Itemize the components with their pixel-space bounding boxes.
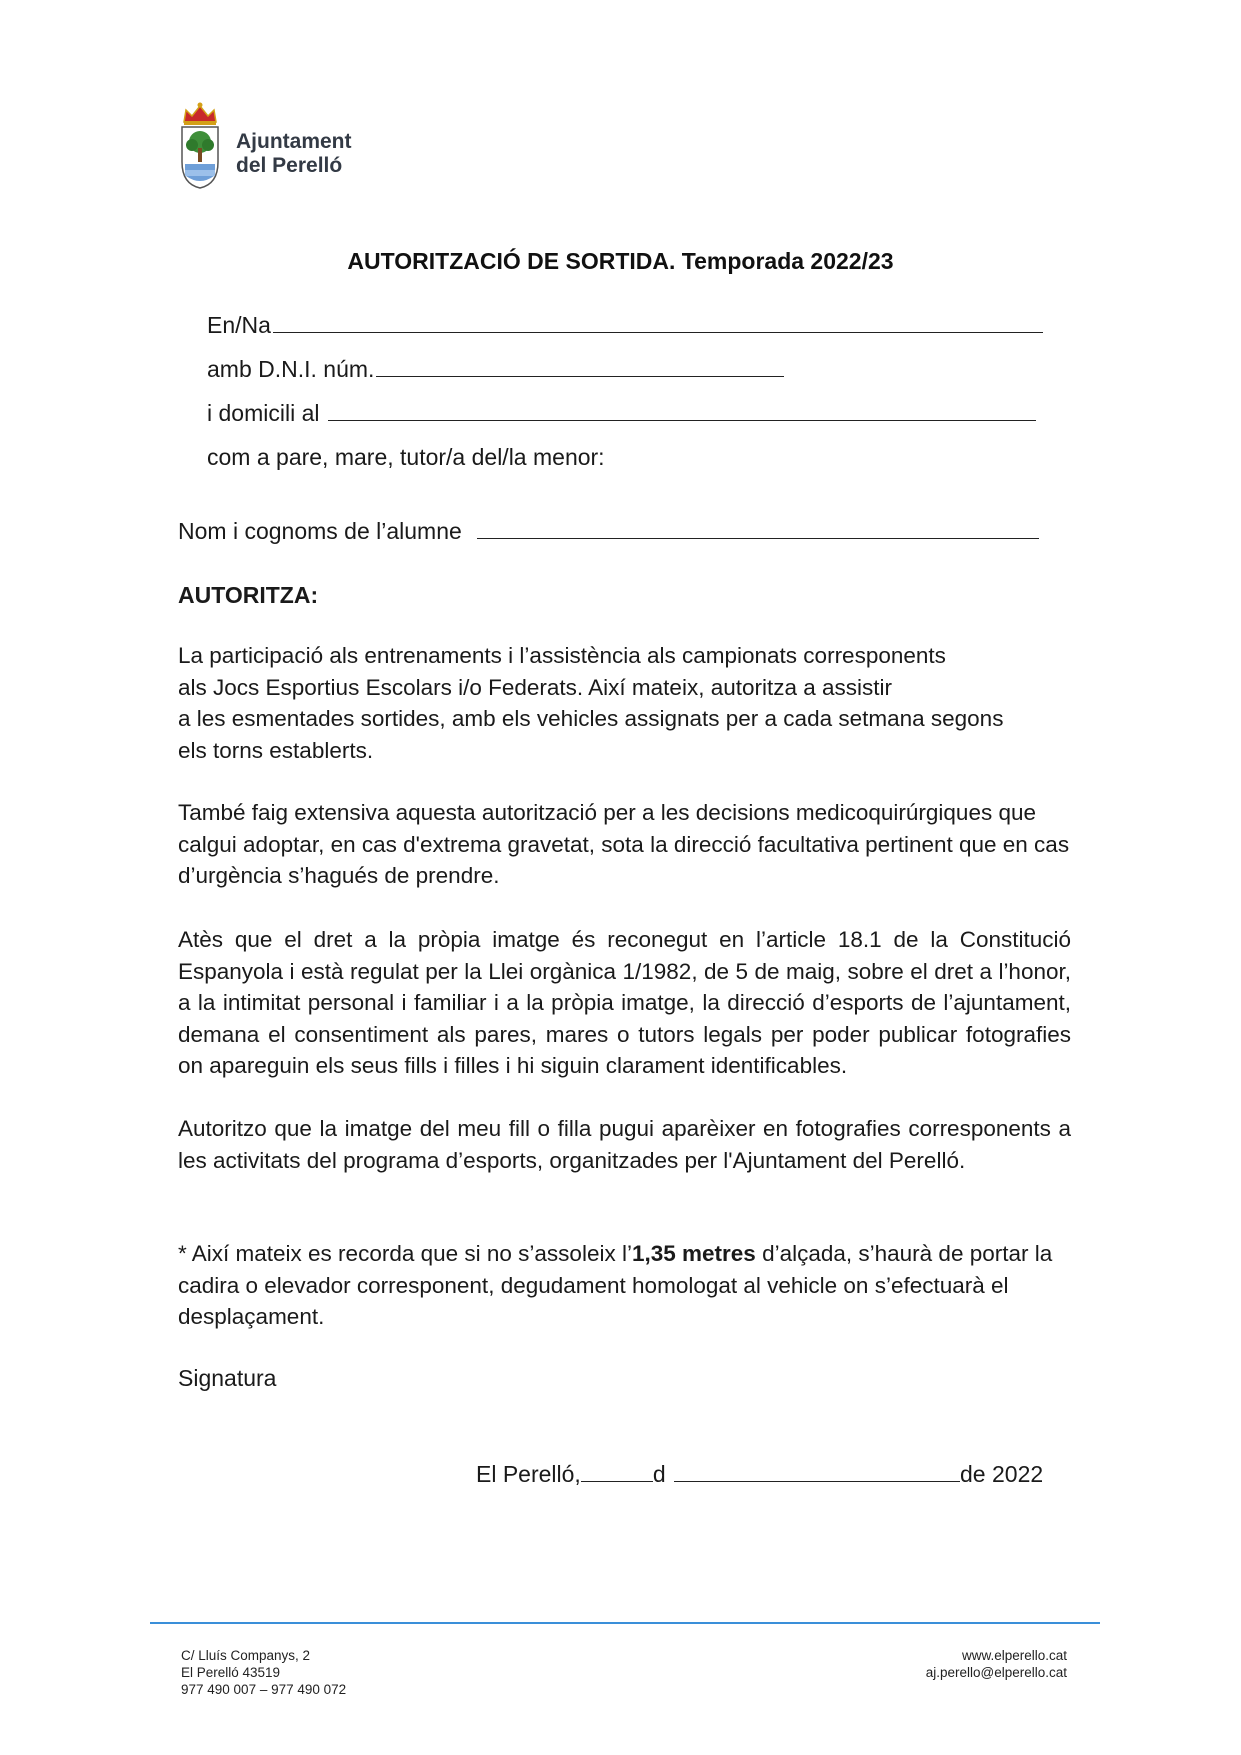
day-blank[interactable]	[581, 1481, 653, 1482]
footer-email-link[interactable]: aj.perello@elperello.cat	[925, 1665, 1067, 1680]
form-line-alumne	[178, 518, 1039, 545]
paragraph-participation-line: els torns establerts.	[178, 737, 374, 763]
domicili-label: i domicili al	[207, 400, 320, 426]
footer-address	[181, 1647, 346, 1698]
logo-text	[236, 130, 352, 178]
month-blank[interactable]	[674, 1481, 960, 1482]
paragraph-medical: També faig extensiva aquesta autorització per a les decisions medicoquirúrgiques que calgui adoptar, en cas d'extrema gravetat, sota la direcció facultativa pertinent que en cas d’urgència s’hagués de prendre.	[178, 800, 1070, 888]
form-line-domicili	[207, 400, 1036, 427]
footer-divider	[150, 1622, 1100, 1624]
footer-address-line-2: El Perelló 43519	[181, 1665, 281, 1680]
document-title: AUTORITZACIÓ DE SORTIDA. Temporada 2022/23	[347, 248, 894, 274]
paragraph-participation	[178, 640, 1071, 766]
signature-label: Signatura	[178, 1365, 277, 1391]
height-note-pre: * Així mateix es recorda que si no s’assoleix l’	[178, 1241, 632, 1266]
alumne-blank[interactable]	[477, 538, 1039, 539]
logo-line-2: del Perelló	[236, 154, 343, 177]
form-line-dni	[207, 356, 784, 383]
en-na-blank[interactable]	[273, 332, 1043, 333]
date-place: El Perelló,	[476, 1461, 581, 1487]
date-line	[476, 1461, 1043, 1488]
paragraph-participation-line: als Jocs Esportius Escolars i/o Federats. Així mateix, autoritza a assistir	[178, 674, 893, 700]
paragraph-participation-line: a les esmentades sortides, amb els vehicles assignats per a cada setmana segons	[178, 706, 1004, 731]
paragraph-height-note	[178, 1238, 1071, 1333]
footer-contact	[926, 1647, 1067, 1681]
autoritza-heading: AUTORITZA:	[178, 582, 319, 608]
en-na-label: En/Na	[207, 312, 271, 338]
form-line-en-na	[207, 312, 1043, 339]
paragraph-image-consent: Autoritzo que la imatge del meu fill o filla pugui aparèixer en fotografies corresponents a les activitats del programa d’esports, organitzades per l'Ajuntament del Perelló.	[178, 1116, 1071, 1173]
ajuntament-coat-of-arms-logo	[178, 100, 222, 190]
date-d: d	[652, 1461, 666, 1487]
dni-blank[interactable]	[376, 376, 784, 377]
footer-address-line-1: C/ Lluís Companys, 2	[181, 1648, 311, 1663]
height-note-bold: 1,35 metres	[631, 1241, 756, 1266]
domicili-blank[interactable]	[328, 420, 1036, 421]
dni-label: amb D.N.I. núm.	[207, 356, 375, 382]
footer-website-link[interactable]: www.elperello.cat	[961, 1648, 1067, 1663]
paragraph-image-rights: Atès que el dret a la pròpia imatge és reconegut en l’article 18.1 de la Constitució Espanyola i està regulat per la Llei orgànica 1/1982, de 5 de maig, sobre el dret a l’honor, a la intimitat personal i familiar i a la pròpia imatge, la direcció d’esports de l’ajuntament, demana el consentiment als pares, mares o tutors legals per poder publicar fotografies on apareguin els seus fills i filles i hi siguin clarament identificables.	[178, 927, 1071, 1078]
footer-phones: 977 490 007 – 977 490 072	[181, 1682, 347, 1697]
date-year: de 2022	[960, 1461, 1044, 1487]
height-note-post: d’alçada, s’haurà de portar la cadira o elevador corresponent, degudament homologat al vehicle on s’efectuarà el desplaçament.	[178, 1241, 1053, 1329]
form-line-com-a: com a pare, mare, tutor/a del/la menor:	[207, 444, 605, 470]
logo-line-1: Ajuntament	[236, 130, 352, 153]
paragraph-participation-line: La participació als entrenaments i l’assistència als campionats corresponents	[178, 643, 946, 668]
alumne-label: Nom i cognoms de l’alumne	[178, 518, 462, 544]
